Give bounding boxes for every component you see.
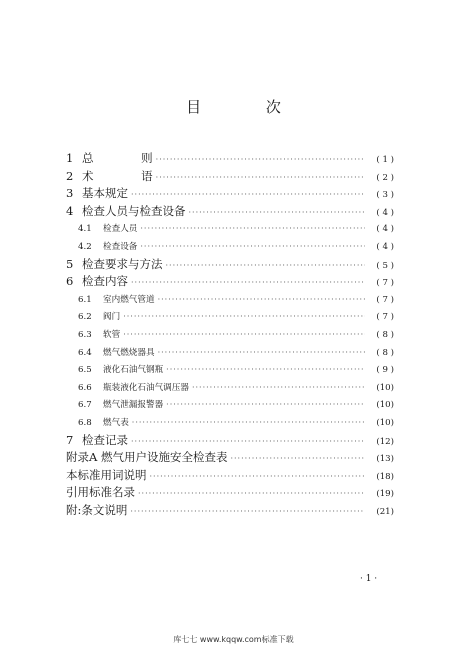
- dot-leader: [166, 396, 365, 414]
- toc-entry-number: 4: [66, 203, 74, 218]
- dot-leader: [166, 257, 366, 275]
- toc-entry-page: ( 3 ): [376, 190, 394, 201]
- toc-entry[interactable]: [66, 203, 394, 221]
- toc-entry-title: 总 则: [82, 151, 175, 165]
- toc-entry[interactable]: [66, 432, 394, 450]
- toc-entry[interactable]: [66, 273, 394, 291]
- toc-entry-page: ( 8 ): [376, 347, 394, 358]
- toc-entry-page: ( 4 ): [376, 241, 394, 252]
- toc-entry-number: 4.1: [78, 224, 92, 235]
- toc-entry[interactable]: [66, 449, 394, 467]
- toc-entry-title: 检查要求与方法: [82, 256, 163, 271]
- page-title: 目 次: [186, 98, 311, 116]
- toc-entry-number: 6: [66, 274, 74, 289]
- toc-entry-title: 本标准用词说明: [66, 467, 147, 482]
- dot-leader: [150, 468, 366, 486]
- toc-entry-page: ( 4 ): [376, 224, 394, 235]
- dot-leader: [123, 326, 365, 344]
- toc-entry[interactable]: [66, 484, 394, 502]
- toc-entry-title: 检查内容: [82, 274, 128, 289]
- dot-leader: [156, 169, 365, 187]
- toc-entry[interactable]: [66, 326, 394, 344]
- dot-leader: [123, 308, 365, 326]
- toc-entry[interactable]: [66, 344, 394, 362]
- toc-entry-title: 基本规定: [82, 186, 128, 201]
- toc-entry-number: 6.8: [78, 417, 92, 428]
- toc-entry[interactable]: [66, 414, 394, 432]
- toc-entry-title: 检查设备: [103, 241, 138, 252]
- dot-leader: [131, 186, 365, 204]
- toc-entry-number: 6.4: [78, 347, 92, 358]
- toc-entry-number: 6.1: [78, 294, 92, 305]
- toc-entry-title: 燃气泄漏报警器: [103, 400, 164, 411]
- dot-leader: [131, 433, 365, 451]
- dot-leader: [132, 414, 365, 432]
- toc-entry[interactable]: [66, 308, 394, 326]
- toc-entry-page: ( 7 ): [376, 294, 394, 305]
- toc-entry-title: 术 语: [82, 168, 175, 183]
- dot-leader: [189, 204, 366, 222]
- toc-entry-page: ( 2 ): [376, 172, 394, 183]
- table-of-contents: [66, 150, 394, 519]
- toc-entry[interactable]: [66, 168, 394, 186]
- toc-entry-page: ( 1 ): [376, 155, 394, 165]
- dot-leader: [156, 151, 365, 169]
- dot-leader: [130, 503, 365, 521]
- toc-entry-page: ( 5 ): [376, 260, 394, 271]
- toc-entry-title: 瓶装液化石油气调压器: [103, 382, 189, 393]
- toc-entry-page: (18): [376, 471, 394, 482]
- dot-leader: [230, 450, 365, 468]
- dot-leader: [158, 291, 365, 309]
- toc-entry-page: (10): [376, 382, 394, 393]
- toc-entry-title: 检查人员与检查设备: [82, 203, 186, 218]
- toc-entry-title: 附录A 燃气用户设施安全检查表: [66, 450, 228, 465]
- toc-entry-page: ( 7 ): [376, 278, 394, 289]
- toc-entry-title: 燃气燃烧器具: [103, 347, 155, 358]
- toc-entry-page: (19): [376, 489, 394, 500]
- dot-leader: [192, 379, 365, 397]
- dot-leader: [140, 238, 365, 256]
- toc-entry-page: (12): [376, 436, 394, 447]
- dot-leader: [138, 485, 365, 503]
- toc-entry-page: ( 8 ): [376, 329, 394, 340]
- dot-leader: [166, 361, 365, 379]
- toc-entry-number: 3: [66, 186, 74, 201]
- toc-entry-title: 检查人员: [103, 224, 138, 235]
- toc-entry[interactable]: [66, 150, 394, 168]
- footer-watermark: 库七七 www.kqqw.com标准下载: [173, 635, 294, 644]
- toc-entry[interactable]: [66, 238, 394, 256]
- toc-entry-page: (13): [376, 454, 394, 465]
- toc-entry[interactable]: [66, 185, 394, 203]
- toc-entry-title: 检查记录: [82, 432, 128, 447]
- toc-entry-page: (10): [376, 417, 394, 428]
- toc-entry-number: 5: [66, 256, 74, 271]
- toc-entry-number: 6.5: [78, 365, 92, 376]
- page-number: · 1 ·: [360, 574, 378, 584]
- toc-entry[interactable]: [66, 256, 394, 274]
- toc-entry-number: 6.3: [78, 329, 92, 340]
- toc-entry-page: ( 9 ): [376, 365, 394, 376]
- toc-entry-page: (21): [376, 506, 394, 517]
- toc-entry[interactable]: [66, 502, 394, 520]
- toc-entry-title: 室内燃气管道: [103, 294, 155, 305]
- toc-entry[interactable]: [66, 467, 394, 485]
- toc-entry-page: (10): [376, 400, 394, 411]
- toc-entry-number: 7: [66, 432, 74, 447]
- toc-entry-page: ( 4 ): [376, 207, 394, 218]
- dot-leader: [131, 274, 365, 292]
- toc-entry-title: 引用标准名录: [66, 485, 135, 500]
- toc-entry[interactable]: [66, 396, 394, 414]
- toc-entry-title: 阀门: [103, 312, 121, 323]
- toc-entry-page: ( 7 ): [376, 312, 394, 323]
- toc-entry-title: 软管: [103, 329, 121, 340]
- toc-entry-title: 附:条文说明: [66, 502, 128, 517]
- dot-leader: [158, 344, 365, 362]
- toc-entry[interactable]: [66, 361, 394, 379]
- toc-entry-title: 液化石油气钢瓶: [103, 365, 164, 376]
- toc-entry[interactable]: [66, 291, 394, 309]
- dot-leader: [140, 220, 365, 238]
- toc-entry-title: 燃气表: [103, 417, 129, 428]
- toc-entry[interactable]: [66, 379, 394, 397]
- toc-entry-number: 6.7: [78, 400, 92, 411]
- toc-entry-number: 4.2: [78, 241, 92, 252]
- toc-entry-number: 6.6: [78, 382, 92, 393]
- toc-entry-number: 6.2: [78, 312, 92, 323]
- toc-entry-number: 1: [66, 151, 74, 165]
- toc-entry-number: 2: [66, 168, 74, 183]
- toc-entry[interactable]: [66, 220, 394, 238]
